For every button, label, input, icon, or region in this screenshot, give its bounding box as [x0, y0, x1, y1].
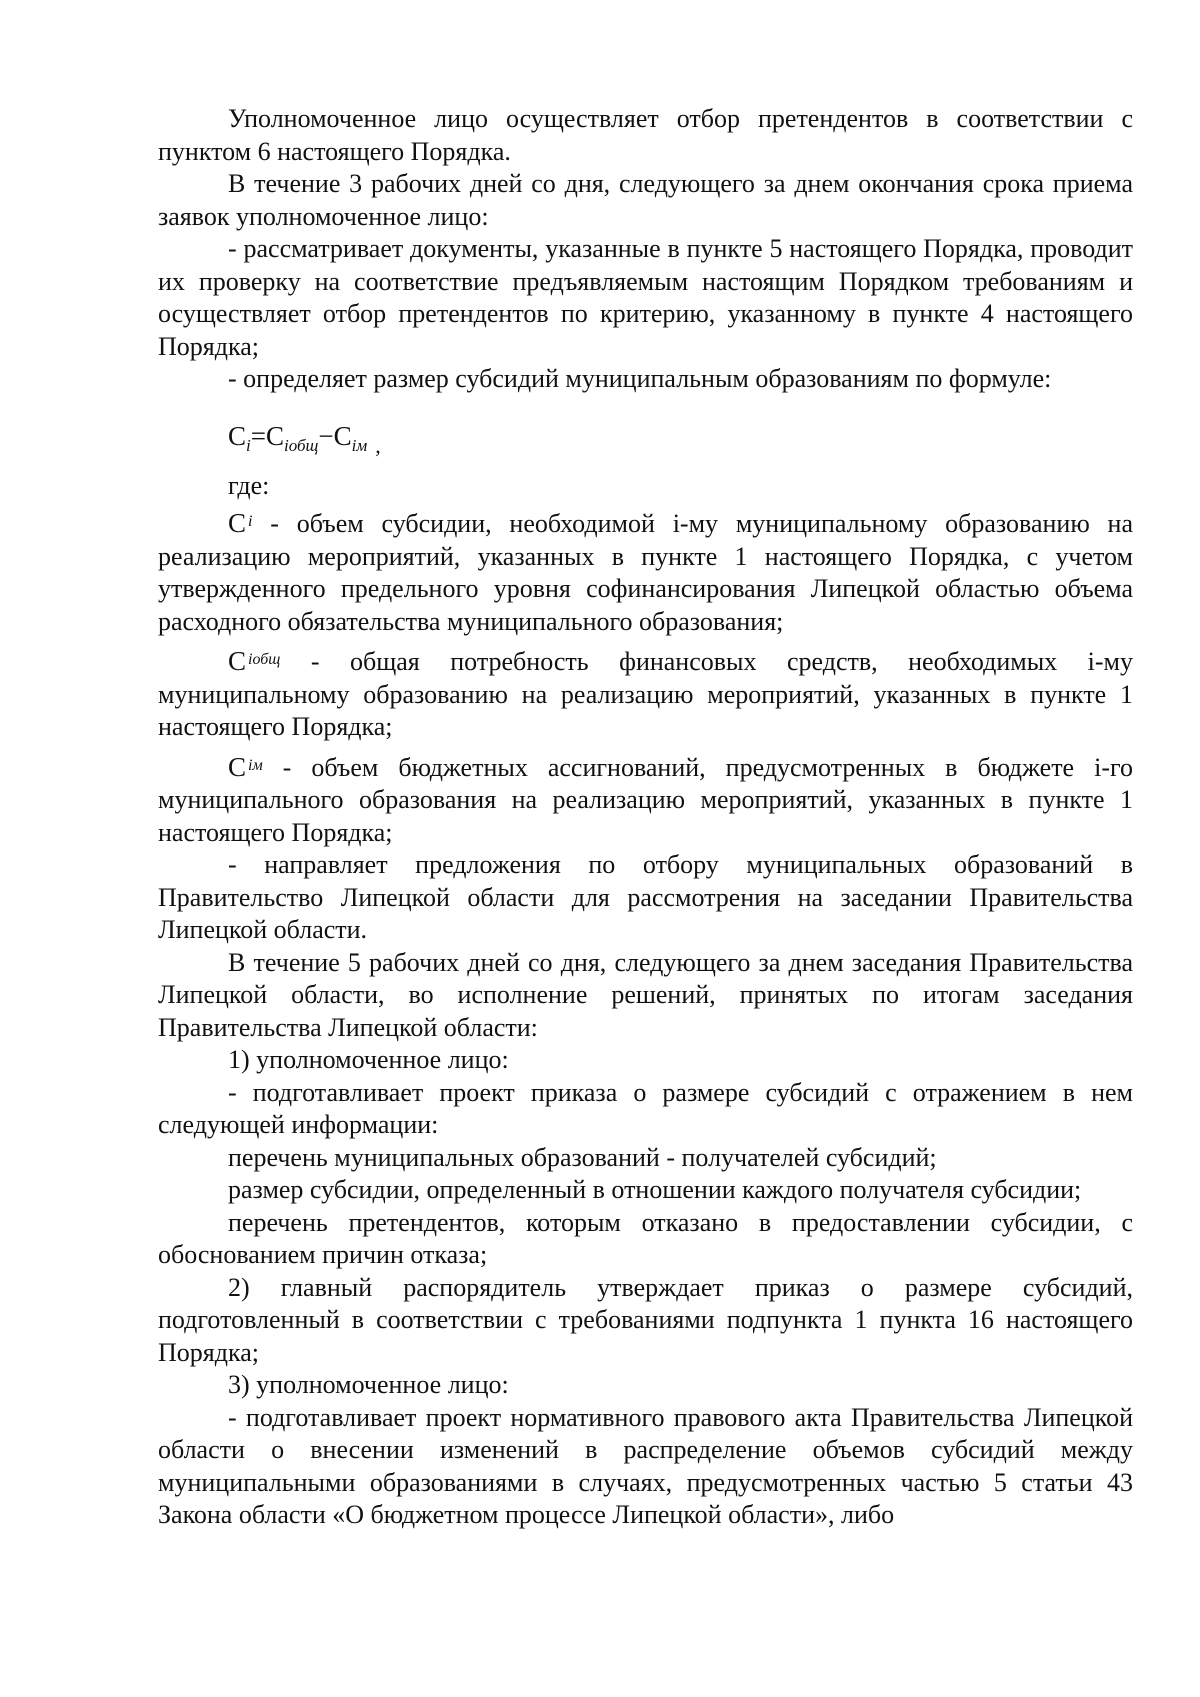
- formula-sub-iobsh: iобщ: [284, 435, 319, 455]
- subsidy-formula: [228, 420, 1133, 468]
- symbol-ci-sub: i: [248, 513, 253, 530]
- symbol-ciobsh-sub: iобщ: [248, 651, 281, 668]
- symbol-cim: [228, 752, 263, 782]
- paragraph-review-documents: - рассматривает документы, указанные в пункте 5 настоящего Порядка, проводит их проверку на соответствие предъявляемым настоящим Порядком требованиям и осуществляет отбор претендентов по критерию, указанному в пункте 4 настоящего Порядка;: [158, 234, 1133, 361]
- definition-ciobsh-text: - общая потребность финансовых средств, необходимых i-му муниципальному образованию на реализацию мероприятий, указанных в пункте 1 настоящего Порядка;: [158, 647, 1133, 741]
- formula-c2: C: [265, 420, 284, 451]
- definition-cim: [158, 750, 1133, 850]
- definition-cim-text: - объем бюджетных ассигнований, предусмотренных в бюджете i-го муниципального образования на реализацию мероприятий, указанных в пункте 1 настоящего Порядка;: [158, 752, 1133, 847]
- formula-sub-im: iм: [351, 435, 368, 455]
- symbol-ciobsh: [228, 646, 280, 676]
- formula-minus: −: [318, 420, 334, 451]
- symbol-cim-c: C: [228, 751, 247, 782]
- formula-eq: =: [250, 420, 266, 451]
- paragraph-timeline-5-days: В течение 5 рабочих дней со дня, следующего за днем заседания Правительства Липецкой области, во исполнение решений, принятых по итогам заседания Правительства Липецкой области:: [158, 947, 1133, 1042]
- symbol-ciobsh-c: C: [228, 646, 247, 676]
- paragraph-list-recipients: перечень муниципальных образований - получателей субсидий;: [228, 1142, 937, 1172]
- paragraph-prepare-act: - подготавливает проект нормативного правового акта Правительства Липецкой области о внесении изменений в распределение объемов субсидий между муниципальными образованиями в случаях, предусмотренных частью 5 статьи 43 Закона области «О бюджетном процессе Липецкой области», либо: [158, 1402, 1133, 1529]
- formula-c: C: [228, 420, 247, 451]
- paragraph-list-refused: перечень претендентов, которым отказано в предоставлении субсидии, с обоснованием причин отказа;: [158, 1207, 1133, 1269]
- formula-comma: ,: [375, 432, 381, 458]
- document-page: [158, 103, 1133, 1532]
- paragraph-step-3: 3) уполномоченное лицо:: [228, 1370, 509, 1399]
- symbol-ci-c: C: [228, 508, 247, 538]
- where-label: где:: [228, 470, 270, 500]
- formula-c3: C: [333, 420, 352, 451]
- definition-ci: [158, 506, 1133, 638]
- formula-sub-i: i: [246, 435, 251, 455]
- paragraph-prepare-order: - подготавливает проект приказа о размере субсидий с отражением в нем следующей информации:: [158, 1077, 1133, 1139]
- paragraph-formula-intro: - определяет размер субсидий муниципальным образованиям по формуле:: [228, 364, 1052, 393]
- symbol-cim-sub: iм: [248, 756, 263, 774]
- definition-ci-text: - объем субсидии, необходимой i-му муниципальному образованию на реализацию мероприятий, указанных в пункте 1 настоящего Порядка, с учетом утвержденного предельного уровня софинансирования Липецкой областью объема расходного обязательства муниципального образования;: [158, 509, 1133, 636]
- paragraph-step-1: 1) уполномоченное лицо:: [228, 1045, 509, 1074]
- paragraph-selection: Уполномоченное лицо осуществляет отбор претендентов в соответствии с пунктом 6 настоящего Порядка.: [158, 104, 1133, 166]
- paragraph-subsidy-size: размер субсидии, определенный в отношении каждого получателя субсидии;: [228, 1175, 1082, 1204]
- paragraph-timeline-3-days: В течение 3 рабочих дней со дня, следующего за днем окончания срока приема заявок уполномоченное лицо:: [158, 169, 1133, 231]
- paragraph-step-2: 2) главный распорядитель утверждает приказ о размере субсидий, подготовленный в соответствии с требованиями подпункта 1 пункта 16 настоящего Порядка;: [158, 1272, 1133, 1367]
- symbol-ci: [228, 508, 252, 538]
- paragraph-send-proposals: - направляет предложения по отбору муниципальных образований в Правительство Липецкой области для рассмотрения на заседании Правительства Липецкой области.: [158, 850, 1133, 944]
- definition-ciobsh: [158, 644, 1133, 744]
